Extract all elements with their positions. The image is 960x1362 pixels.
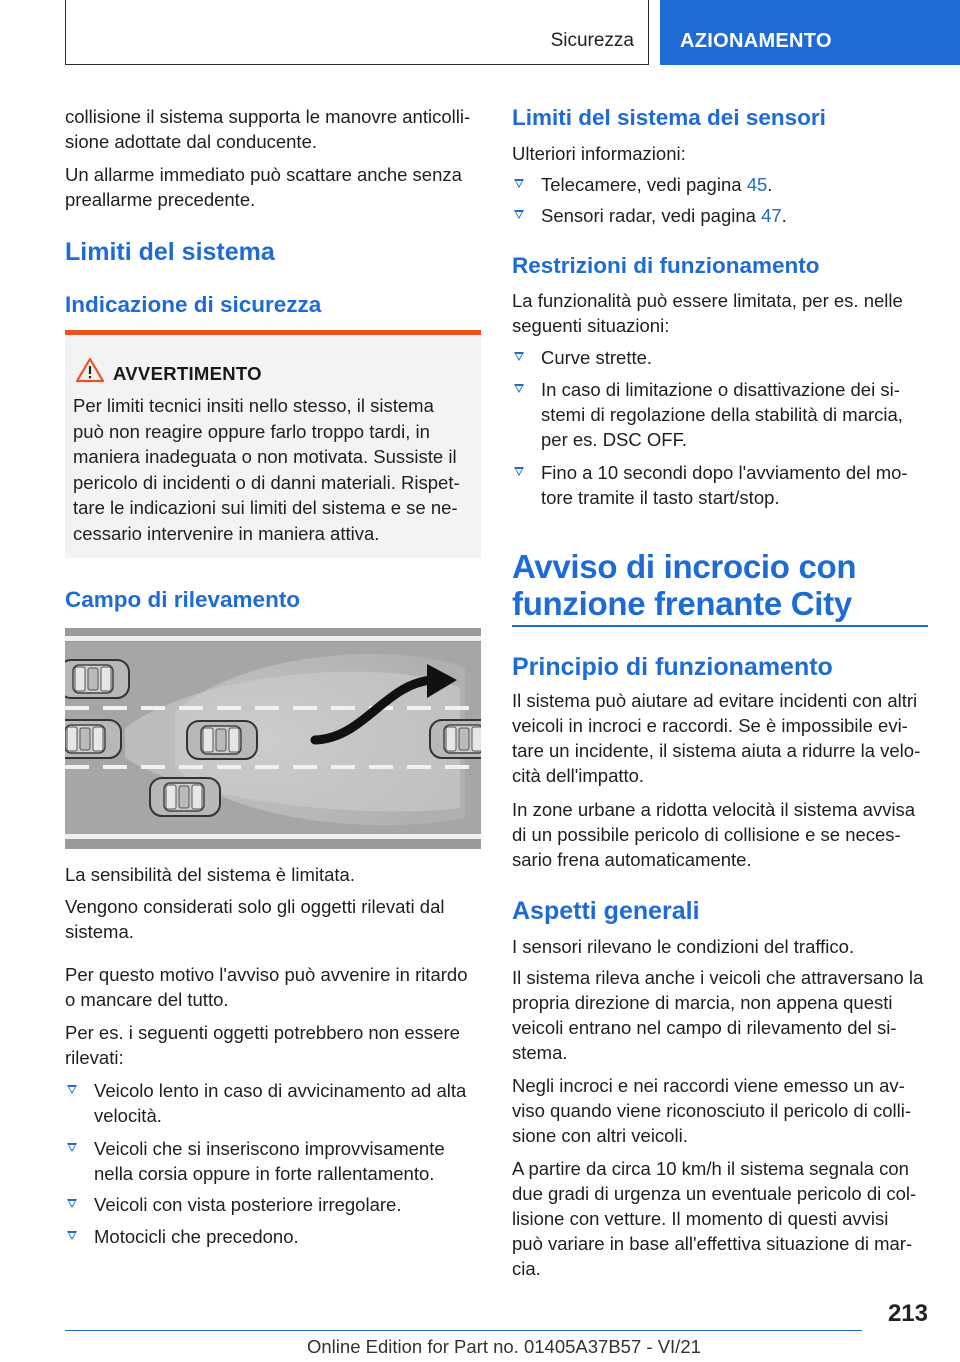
bullet-triangle-icon [67, 1199, 77, 1208]
general-paragraph-1: I sensori rilevano le condizioni del traffico. [512, 936, 855, 957]
restrictions-paragraph: La funzionalità può essere limitata, per es. nelle seguenti situazioni: [512, 290, 903, 336]
warning-triangle-icon [75, 357, 105, 383]
bullet-triangle-icon [67, 1085, 77, 1094]
more-info-label: Ulteriori informazioni: [512, 143, 686, 164]
bullet-triangle-icon [67, 1231, 77, 1240]
page-link-47[interactable]: 47 [761, 205, 782, 226]
heading-sensor-limits: Limiti del sistema dei sensori [512, 105, 826, 130]
heading-safety-indication: Indicazione di sicurezza [65, 292, 322, 317]
footer-edition: Online Edition for Part no. 01405A37B57 - VI/21 [307, 1336, 701, 1357]
heading-principle: Principio di funzionamento [512, 653, 833, 681]
heading-general: Aspetti generali [512, 897, 700, 925]
delay-paragraph: Per questo motivo l'avviso può avvenire in ritardo o mancare del tutto. [65, 964, 468, 1010]
chapter-heading: Avviso di incrocio con funzione frenante City [512, 548, 857, 622]
general-paragraph-4: A partire da circa 10 km/h il sistema segnala con due gradi di urgenza un eventuale pericolo di col- lisione con vetture. Il momento di questi avvisi può variare in base all'effettiva situazione di mar- cia. [512, 1158, 917, 1279]
page-number: 213 [887, 1300, 928, 1327]
immediate-alarm-paragraph: Un allarme immediato può scattare anche senza preallarme precedente. [65, 164, 462, 210]
header-section-box [65, 0, 649, 65]
list-item: Sensori radar, vedi pagina 47. [512, 203, 928, 228]
heading-system-limits: Limiti del sistema [65, 238, 275, 266]
list-item: In caso di limitazione o disattivazione dei si- stemi di regolazione della stabilità di marcia, per es. DSC OFF. [512, 377, 928, 452]
heading-restrictions: Restrizioni di funzionamento [512, 253, 820, 278]
chapter-divider [512, 625, 928, 627]
warning-title: AVVERTIMENTO [113, 363, 262, 384]
page-link-45[interactable]: 45 [746, 174, 768, 195]
section-label: Sicurezza [550, 30, 634, 51]
detected-objects-paragraph: Vengono considerati solo gli oggetti rilevati dal sistema. [65, 896, 445, 942]
warning-text: Per limiti tecnici insiti nello stesso, il sistema può non reagire oppure farlo troppo tardi, in maniera inadeguata o non motivata. Sussiste il pericolo di incidenti o di danni materiali. Rispet- tare le indicazioni sui limiti del sistema e se ne- cessario intervenire in maniera attiva. [73, 395, 460, 544]
list-item: Veicoli con vista posteriore irregolare. [65, 1192, 481, 1217]
chapter-tab [660, 0, 960, 65]
detection-range-illustration [65, 628, 481, 849]
list-item: Fino a 10 secondi dopo l'avviamento del mo- tore tramite il tasto start/stop. [512, 460, 928, 510]
bullet-triangle-icon [514, 179, 524, 188]
intro-paragraph: collisione il sistema supporta le manovre anticolli- sione adottate dal conducente. [65, 106, 471, 152]
bullet-triangle-icon [67, 1143, 77, 1152]
heading-detection-range: Campo di rilevamento [65, 587, 301, 612]
bullet-triangle-icon [514, 352, 524, 361]
principle-paragraph: Il sistema può aiutare ad evitare incidenti con altri veicoli in incroci e raccordi. Se è impossibile evi- tare un incidente, il sistema aiuta a ridurre la velo- cità dell'impatto. [512, 690, 921, 786]
bullet-triangle-icon [514, 467, 524, 476]
bullet-triangle-icon [514, 210, 524, 219]
bullet-triangle-icon [514, 384, 524, 393]
chapter-label: AZIONAMENTO [680, 30, 832, 52]
road-scene-image [65, 628, 481, 849]
footer-divider [65, 1330, 862, 1331]
list-item: Veicolo lento in caso di avvicinamento ad alta velocità. [65, 1078, 481, 1128]
list-item: Curve strette. [512, 345, 928, 370]
general-paragraph-2: Il sistema rileva anche i veicoli che attraversano la propria direzione di marcia, non appena questi veicoli entrano nel campo di rilevamento del si- stema. [512, 967, 924, 1063]
urban-paragraph: In zone urbane a ridotta velocità il sistema avvisa di un possibile pericolo di collisione e se neces- sario frena automaticamente. [512, 799, 916, 870]
list-item: Motocicli che precedono. [65, 1224, 481, 1249]
list-item: Veicoli che si inseriscono improvvisamente nella corsia oppure in forte rallentamento. [65, 1136, 481, 1186]
general-paragraph-3: Negli incroci e nei raccordi viene emesso un av- viso quando viene riconosciuto il pericolo di colli- sione con altri veicoli. [512, 1075, 911, 1146]
warning-box [65, 330, 481, 558]
list-item: Telecamere, vedi pagina 45. [512, 172, 928, 197]
sensitivity-paragraph: La sensibilità del sistema è limitata. [65, 864, 355, 885]
not-detected-paragraph: Per es. i seguenti oggetti potrebbero non essere rilevati: [65, 1022, 460, 1068]
